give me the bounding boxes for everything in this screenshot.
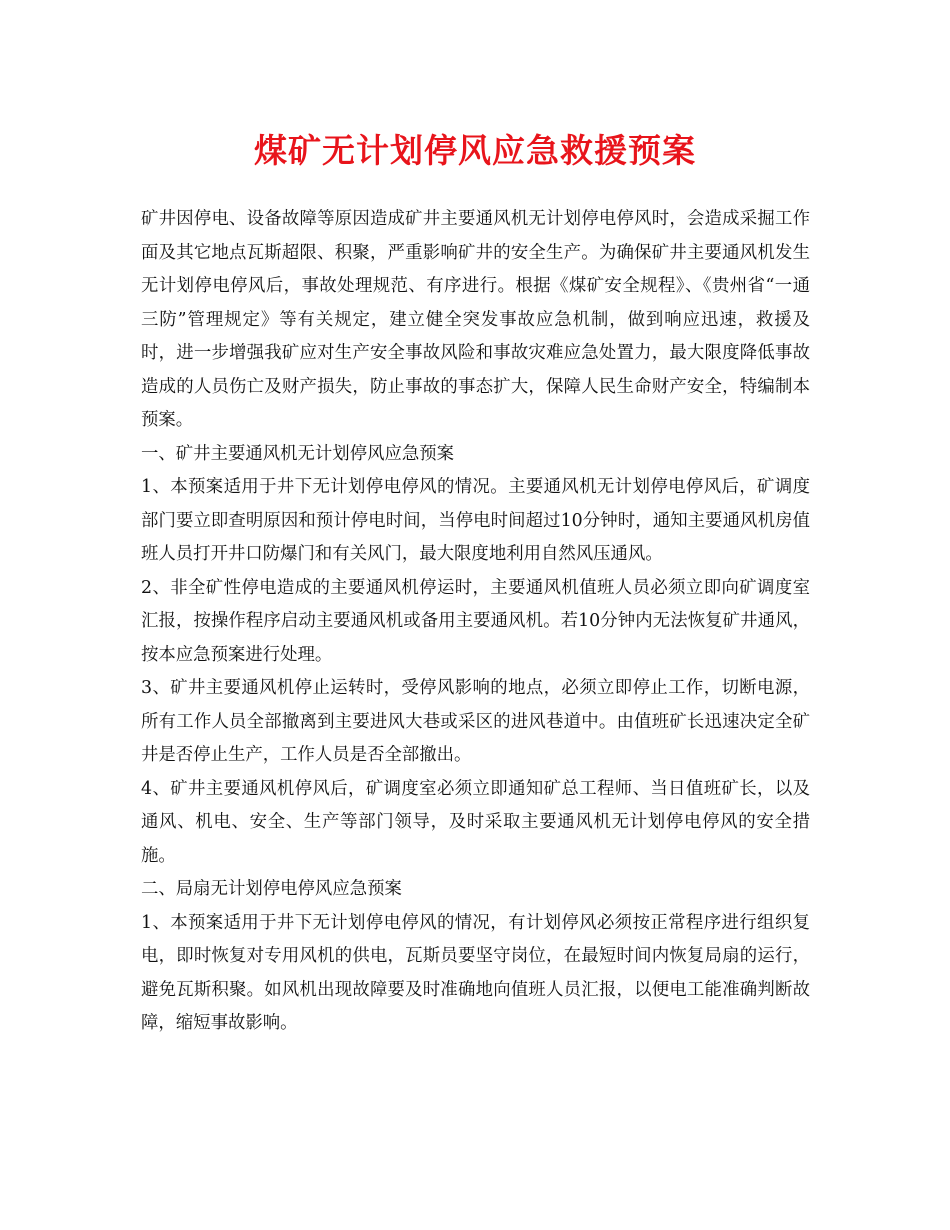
- paragraph-main-fan-item-4: 4、矿井主要通风机停风后，矿调度室必须立即通知矿总工程师、当日值班矿长，以及通风、机电、安全、生产等部门领导，及时采取主要通风机无计划停电停风的安全措施。: [141, 778, 810, 866]
- paragraph-local-fan-item-1: 1、本预案适用于井下无计划停电停风的情况，有计划停风必须按正常程序进行组织复电，即时恢复对专用风机的供电，瓦斯员要坚守岗位，在最短时间内恢复局扇的运行，避免瓦斯积聚。如风机出现故障要及时准确地向值班人员汇报，以便电工能准确判断故障，缩短事故影响。: [141, 912, 810, 1033]
- document-title: 煤矿无计划停风应急救援预案: [254, 131, 696, 170]
- section-heading-main-fan: 一、矿井主要通风机无计划停风应急预案: [141, 443, 455, 464]
- intro-paragraph: 矿井因停电、设备故障等原因造成矿井主要通风机无计划停电停风时，会造成采掘工作面及其它地点瓦斯超限、积聚，严重影响矿井的安全生产。为确保矿井主要通风机发生无计划停电停风后，事故处理规范、有序进行。根据《煤矿安全规程》、《贵州省“一通三防”管理规定》等有关规定，建立健全突发事故应急机制，做到响应迅速，救援及时，进一步增强我矿应对生产安全事故风险和事故灾难应急处置力，最大限度降低事故造成的人员伤亡及财产损失，防止事故的事态扩大，保障人民生命财产安全，特编制本预案。: [141, 209, 810, 430]
- document-body: [141, 203, 810, 1041]
- section-heading-local-fan: 二、局扇无计划停电停风应急预案: [141, 879, 402, 899]
- paragraph-main-fan-item-3: 3、矿井主要通风机停止运转时，受停风影响的地点，必须立即停止工作，切断电源，所有工作人员全部撤离到主要进风大巷或采区的进风巷道中。由值班矿长迅速决定全矿井是否停止生产，工作人员是否全部撤出。: [141, 678, 810, 765]
- paragraph-main-fan-item-1: 1、本预案适用于井下无计划停电停风的情况。主要通风机无计划停电停风后，矿调度部门要立即查明原因和预计停电时间，当停电时间超过10分钟时，通知主要通风机房值班人员打开井口防爆门和有关风门，最大限度地利用自然风压通风。: [141, 477, 810, 564]
- paragraph-main-fan-item-2: 2、非全矿性停电造成的主要通风机停运时，主要通风机值班人员必须立即向矿调度室汇报，按操作程序启动主要通风机或备用主要通风机。若10分钟内无法恢复矿井通风，按本应急预案进行处理。: [141, 577, 810, 665]
